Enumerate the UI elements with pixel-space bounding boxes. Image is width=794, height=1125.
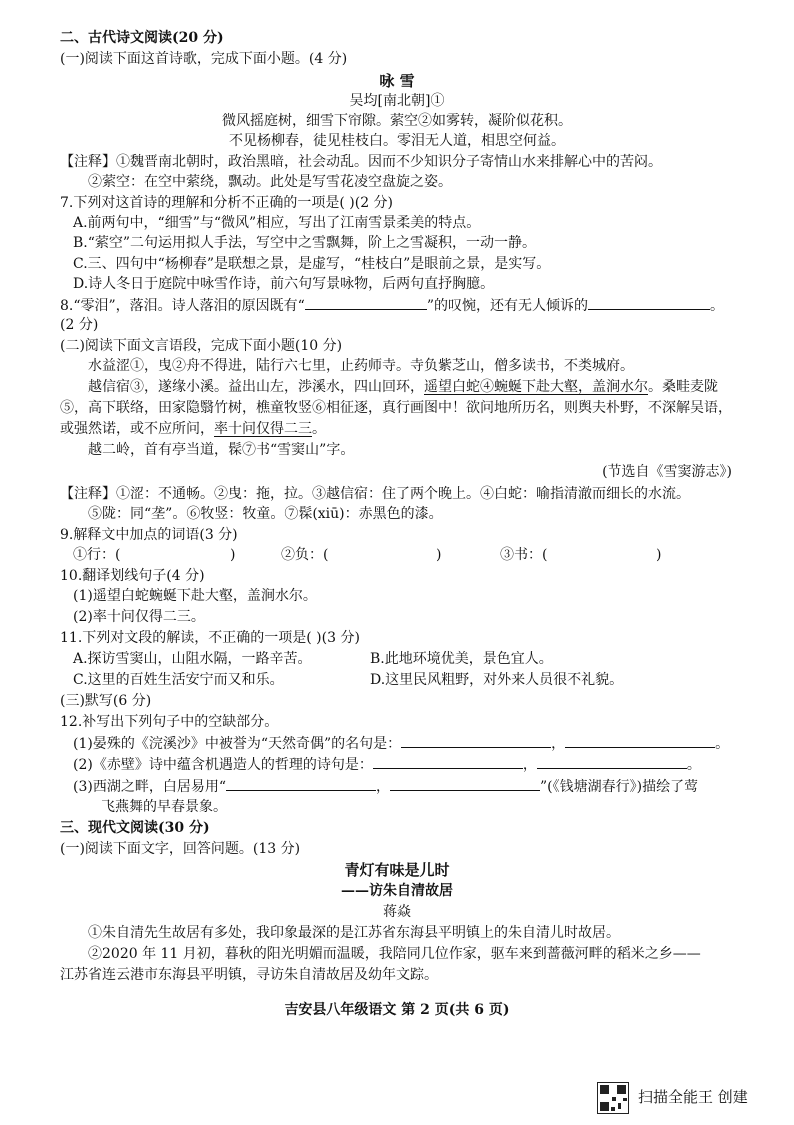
article-title: 青灯有味是儿时 <box>344 861 450 879</box>
page-footer: 吉安县八年级语文 第 2 页(共 6 页) <box>284 1002 510 1018</box>
article-author: 蒋焱 <box>383 904 411 920</box>
question-text: ， <box>551 736 566 752</box>
option-a: A.前两句中，“细雪”与“微风”相应，写出了江南雪景柔美的特点。 <box>73 215 481 231</box>
answer-blank[interactable] <box>401 733 551 748</box>
slot-label: ②负：( <box>281 547 329 563</box>
question-text: 。 <box>710 298 725 314</box>
poem-line: 不见杨柳春，徒见桂枝白。零泪无人道，相思空何益。 <box>229 133 565 149</box>
question-group-intro: (三)默写(6 分) <box>60 693 152 709</box>
fill-in-item <box>73 733 729 754</box>
question-12: 12.补写出下列句子中的空缺部分。 <box>60 714 279 730</box>
answer-slot <box>500 545 547 565</box>
passage-source: (节选自《雪窦游志》) <box>602 464 732 480</box>
question-group-intro: (二)阅读下面文言语段，完成下面小题(10 分) <box>60 338 343 354</box>
qr-code-icon <box>597 1082 629 1114</box>
underlined-sentence: 率十问仅得二三 <box>214 421 312 437</box>
option-b: B.“萦空”二句运用拟人手法，写空中之雪飘舞，阶上之雪凝积，一动一静。 <box>73 235 537 251</box>
passage-text: 。桑畦麦陇 <box>648 379 718 395</box>
option-d: D.诗人冬日于庭院中咏雪作诗，前六句写景咏物，后两句直抒胸臆。 <box>73 276 495 292</box>
option-a: A.探访雪窦山，山阻水隔，一路辛苦。 <box>73 651 312 667</box>
answer-blank[interactable] <box>373 754 523 769</box>
question-text: ， <box>376 779 390 795</box>
question-group-intro: (一)阅读下面文字，回答问题。(13 分) <box>60 841 301 857</box>
poem-title: 咏 雪 <box>379 72 415 90</box>
answer-blank[interactable] <box>390 776 540 791</box>
passage-text: 。 <box>312 421 326 437</box>
answer-slot <box>281 545 328 565</box>
answer-blank[interactable] <box>226 776 376 791</box>
poem-line: 微风摇庭树，细雪下帘隙。萦空②如雾转，凝阶似花积。 <box>222 113 572 129</box>
classical-passage: 越二岭，首有亭当道，髹⑦书“雪窦山”字。 <box>88 442 355 458</box>
option-b: B.此地环境优美，景色宜人。 <box>370 651 553 667</box>
poem-author: 吴均[南北朝]① <box>349 93 445 109</box>
answer-blank[interactable] <box>565 733 715 748</box>
article-paragraph: ②2020 年 11 月初，暮秋的阳光明媚而温暖，我陪同几位作家，驱车来到蔷薇河畔的稻米之乡—— <box>88 946 701 962</box>
section-heading: 二、古代诗文阅读(20 分) <box>60 30 224 46</box>
answer-slot <box>73 545 120 565</box>
question-group-intro: (一)阅读下面这首诗歌，完成下面小题。(4 分) <box>60 51 348 67</box>
question-10: 10.翻译划线句子(4 分) <box>60 568 205 584</box>
question-score: (2 分) <box>60 317 99 333</box>
option-c: C.这里的百姓生活安宁而又和乐。 <box>73 672 284 688</box>
scanner-brand: 扫描全能王 创建 <box>638 1088 748 1106</box>
question-11: 11.下列对文段的解读，不正确的一项是( )(3 分) <box>60 630 360 646</box>
translation-item: (1)遥望白蛇蜿蜒下赴大壑，盖涧水尔。 <box>73 588 317 604</box>
question-9: 9.解释文中加点的词语(3 分) <box>60 527 238 543</box>
fill-in-item <box>73 754 701 775</box>
fill-in-item <box>73 776 698 797</box>
question-text: ”的叹惋，还有无人倾诉的 <box>426 298 589 314</box>
classical-passage: ⑤，高下联络，田家隐翳竹树，樵童牧竖⑥相征逐，真行画图中！欲问地所历名，则舆夫朴野，不深解吴语， <box>60 400 732 416</box>
annotation: 【注释】①涩：不通畅。②曳：拖，拉。③越信宿：住了两个晚上。④白蛇：喻指清澈而细长的水流。 <box>60 486 690 502</box>
answer-slot-close: ) <box>436 547 442 563</box>
question-text: 8.“零泪”，落泪。诗人落泪的原因既有“ <box>60 298 305 314</box>
answer-slot-close: ) <box>656 547 662 563</box>
question-text: (1)晏殊的《浣溪沙》中被誉为“天然奇偶”的名句是： <box>73 736 402 752</box>
translation-item: (2)率十问仅得二三。 <box>73 609 205 625</box>
slot-label: ③书：( <box>500 547 548 563</box>
classical-passage <box>60 419 326 439</box>
question-7: 7.下列对这首诗的理解和分析不正确的一项是( )(2 分) <box>60 195 394 211</box>
article-paragraph: ①朱自清先生故居有多处，我印象最深的是江苏省东海县平明镇上的朱自清儿时故居。 <box>88 925 620 941</box>
annotation: ⑤陇：同“垄”。⑥牧竖：牧童。⑦髹(xiū)：赤黑色的漆。 <box>88 506 443 522</box>
passage-text: 或强然诺，或不应所问， <box>60 421 214 437</box>
article-subtitle: ——访朱自清故居 <box>341 883 453 899</box>
question-text: (2)《赤壁》诗中蕴含机遇造人的哲理的诗句是： <box>73 757 373 773</box>
option-c: C.三、四句中“杨柳春”是联想之景，是虚写，“桂枝白”是眼前之景，是实写。 <box>73 256 551 272</box>
fill-in-item-continued: 飞燕舞的早春景象。 <box>101 799 227 815</box>
slot-label: ①行：( <box>73 547 121 563</box>
question-text: ， <box>522 757 537 773</box>
answer-slot-close: ) <box>230 547 236 563</box>
underlined-sentence: 遥望白蛇④蜿蜒下赴大壑，盖涧水尔 <box>424 379 648 395</box>
classical-passage <box>88 377 718 397</box>
answer-blank[interactable] <box>537 754 687 769</box>
section-heading: 三、现代文阅读(30 分) <box>60 820 210 836</box>
question-text: ”(《钱塘湖春行》)描绘了莺 <box>540 779 699 795</box>
answer-blank[interactable] <box>305 295 427 310</box>
option-d: D.这里民风粗野，对外来人员很不礼貌。 <box>370 672 624 688</box>
question-text: 。 <box>686 757 701 773</box>
question-text: 。 <box>715 736 730 752</box>
question-8 <box>60 295 724 316</box>
annotation: 【注释】①魏晋南北朝时，政治黑暗，社会动乱。因而不少知识分子寄情山水来排解心中的苦闷。 <box>60 154 662 170</box>
article-paragraph: 江苏省连云港市东海县平明镇，寻访朱自清故居及幼年文踪。 <box>60 967 438 983</box>
passage-text: 越信宿③，遂缘小溪。益出山左，渉溪水，四山回环， <box>88 379 424 395</box>
annotation: ②萦空：在空中萦绕，飘动。此处是写雪花凌空盘旋之姿。 <box>88 174 452 190</box>
classical-passage: 水益涩①，曳②舟不得进，陆行六七里，止药师寺。寺负紫芝山，僧多读书，不类城府。 <box>88 358 634 374</box>
question-text: (3)西湖之畔，白居易用“ <box>73 779 226 795</box>
answer-blank[interactable] <box>588 295 710 310</box>
